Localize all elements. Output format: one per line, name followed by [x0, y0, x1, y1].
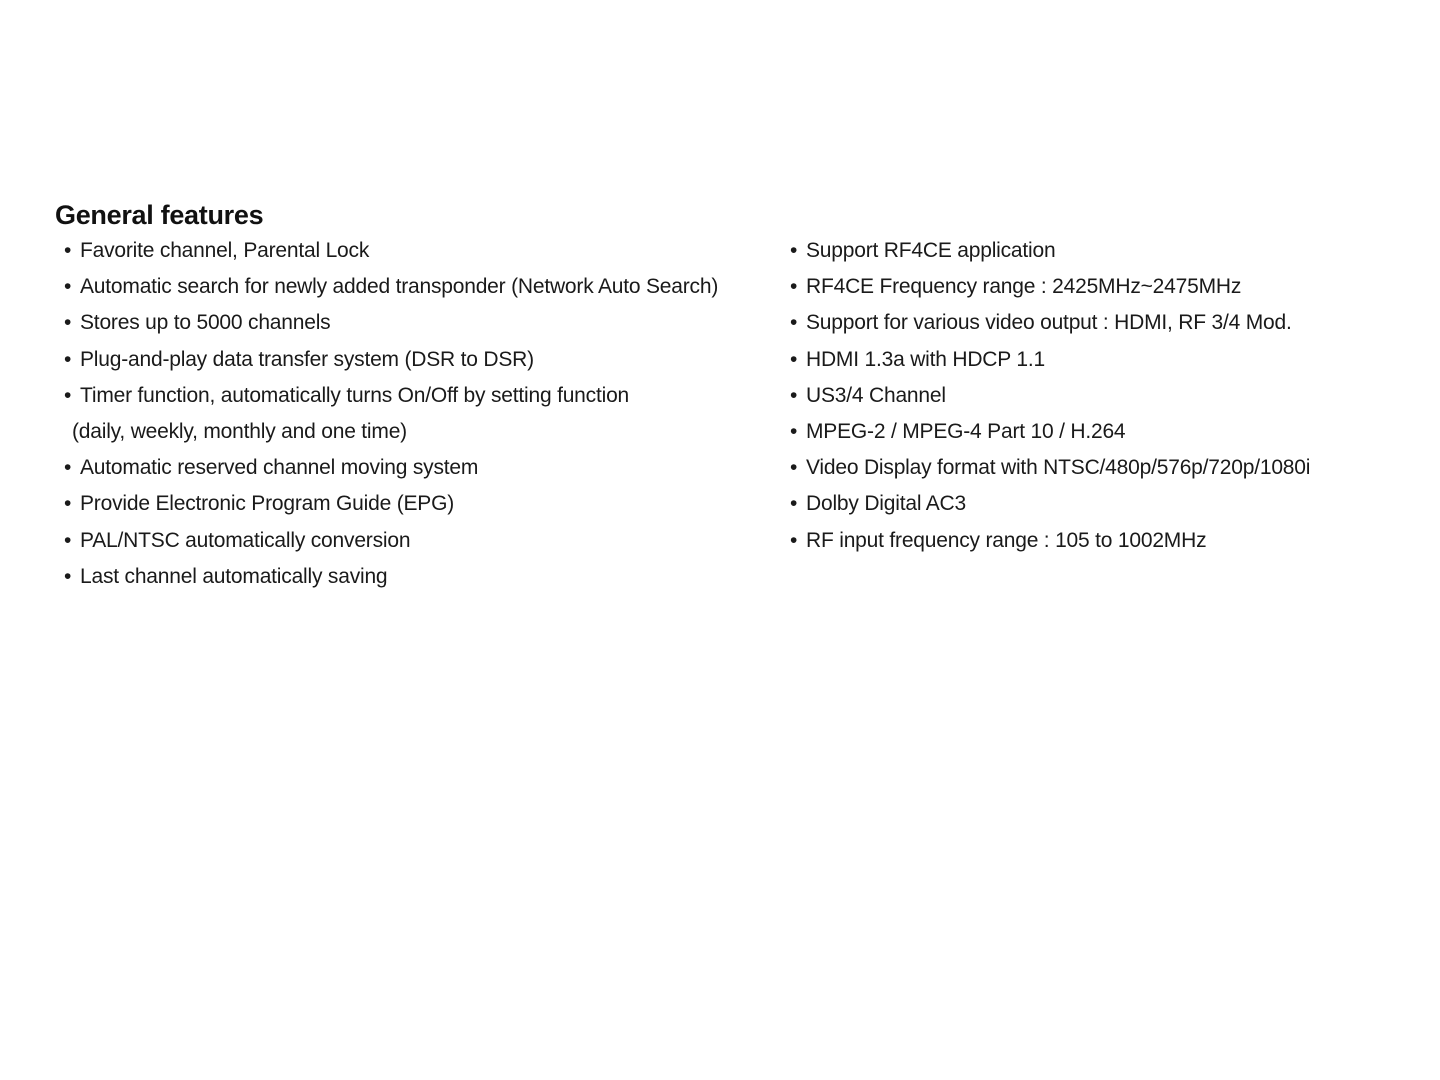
feature-text: (daily, weekly, monthly and one time)	[72, 419, 407, 443]
bullet-icon: •	[790, 311, 798, 335]
bullet-icon: •	[64, 492, 72, 516]
bullet-icon: •	[790, 528, 798, 552]
bullet-icon: •	[790, 239, 798, 262]
feature-item	[64, 450, 784, 486]
feature-list-left	[64, 233, 784, 595]
feature-item	[64, 233, 784, 269]
feature-text: HDMI 1.3a with HDCP 1.1	[806, 347, 1045, 371]
feature-item	[64, 269, 784, 305]
bullet-icon: •	[64, 239, 72, 262]
feature-text: PAL/NTSC automatically conversion	[80, 528, 411, 552]
feature-text: Video Display format with NTSC/480p/576p/720p/1080i	[806, 456, 1311, 480]
section-title: General features	[55, 200, 264, 230]
bullet-icon: •	[790, 456, 798, 480]
feature-item	[790, 414, 1410, 450]
bullet-icon: •	[790, 347, 798, 371]
bullet-icon: •	[64, 564, 72, 588]
feature-text: Plug-and-play data transfer system (DSR to DSR)	[80, 347, 534, 371]
feature-item	[64, 342, 784, 378]
feature-item	[64, 559, 784, 595]
feature-item	[64, 305, 784, 341]
bullet-icon: •	[790, 419, 798, 443]
feature-item	[64, 486, 784, 522]
bullet-icon: •	[64, 383, 72, 407]
feature-item-continuation	[64, 414, 784, 450]
feature-item	[64, 378, 784, 414]
feature-list-right	[790, 233, 1410, 559]
bullet-icon: •	[790, 275, 798, 299]
feature-text: Support for various video output : HDMI, RF 3/4 Mod.	[806, 311, 1292, 335]
feature-text: US3/4 Channel	[806, 383, 946, 407]
bullet-icon: •	[64, 456, 72, 480]
feature-item	[790, 378, 1410, 414]
feature-item	[790, 523, 1410, 559]
feature-text: Provide Electronic Program Guide (EPG)	[80, 492, 455, 516]
feature-text: RF input frequency range : 105 to 1002MHz	[806, 528, 1207, 552]
bullet-icon: •	[64, 528, 72, 552]
bullet-icon: •	[790, 383, 798, 407]
feature-item	[64, 523, 784, 559]
feature-text: Favorite channel, Parental Lock	[80, 239, 370, 262]
feature-item	[790, 450, 1410, 486]
feature-item	[790, 233, 1410, 269]
feature-text: Dolby Digital AC3	[806, 492, 967, 516]
bullet-icon: •	[64, 347, 72, 371]
feature-text: Stores up to 5000 channels	[80, 311, 331, 335]
feature-text: Timer function, automatically turns On/Off by setting function	[80, 383, 630, 407]
feature-item	[790, 342, 1410, 378]
feature-text: Last channel automatically saving	[80, 564, 388, 588]
bullet-icon: •	[64, 275, 72, 299]
feature-item	[790, 269, 1410, 305]
feature-text: Support RF4CE application	[806, 239, 1056, 262]
feature-text: Automatic search for newly added transponder (Network Auto Search)	[80, 275, 719, 299]
feature-text: Automatic reserved channel moving system	[80, 456, 479, 480]
bullet-icon: •	[64, 311, 72, 335]
feature-text: RF4CE Frequency range : 2425MHz~2475MHz	[806, 275, 1242, 299]
feature-item	[790, 305, 1410, 341]
feature-item	[790, 486, 1410, 522]
feature-text: MPEG-2 / MPEG-4 Part 10 / H.264	[806, 419, 1126, 443]
bullet-icon: •	[790, 492, 798, 516]
